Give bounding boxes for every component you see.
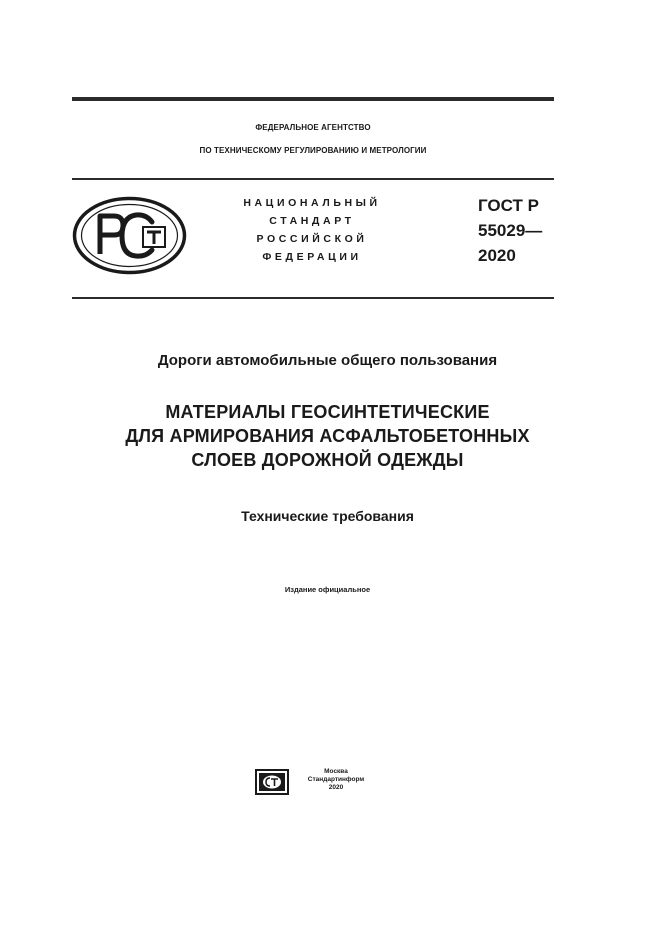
designation-line-2: 55029— <box>478 221 543 240</box>
agency-line-2: ПО ТЕХНИЧЕСКОМУ РЕГУЛИРОВАНИЮ И МЕТРОЛОГИИ <box>199 146 427 155</box>
rst-logo <box>72 196 187 275</box>
publisher-name: Стандартинформ <box>307 776 365 783</box>
designation-line-1: ГОСТ Р <box>478 196 539 215</box>
publisher-year: 2020 <box>328 784 344 791</box>
standard-type-line-3: РОССИЙСКОЙ <box>256 233 368 245</box>
title-line-3: СЛОЕВ ДОРОЖНОЙ ОДЕЖДЫ <box>191 450 464 470</box>
agency-line-1: ФЕДЕРАЛЬНОЕ АГЕНТСТВО <box>255 123 371 132</box>
publisher-city: Москва <box>324 768 348 775</box>
standard-type-line-1: НАЦИОНАЛЬНЫЙ <box>243 197 381 209</box>
document-title <box>40 400 615 472</box>
header-top-rule <box>72 178 554 180</box>
standartinform-logo-icon <box>254 768 290 796</box>
designation-line-3: 2020 <box>478 246 516 265</box>
title-line-2: ДЛЯ АРМИРОВАНИЯ АСФАЛЬТОБЕТОННЫХ <box>125 426 530 446</box>
subject-heading: Дороги автомобильные общего пользования <box>157 352 498 369</box>
edition-note: Издание официальное <box>284 585 371 594</box>
title-line-1: МАТЕРИАЛЫ ГЕОСИНТЕТИЧЕСКИЕ <box>165 402 490 422</box>
subtitle: Технические требования <box>241 508 414 524</box>
rst-certification-logo-icon <box>72 196 187 275</box>
publisher-info <box>296 768 376 792</box>
standard-type-line-4: ФЕДЕРАЦИИ <box>262 251 362 263</box>
publisher-logo <box>254 768 290 796</box>
top-rule <box>72 97 554 101</box>
standard-type-line-2: СТАНДАРТ <box>269 215 355 227</box>
header-bottom-rule <box>72 297 554 299</box>
